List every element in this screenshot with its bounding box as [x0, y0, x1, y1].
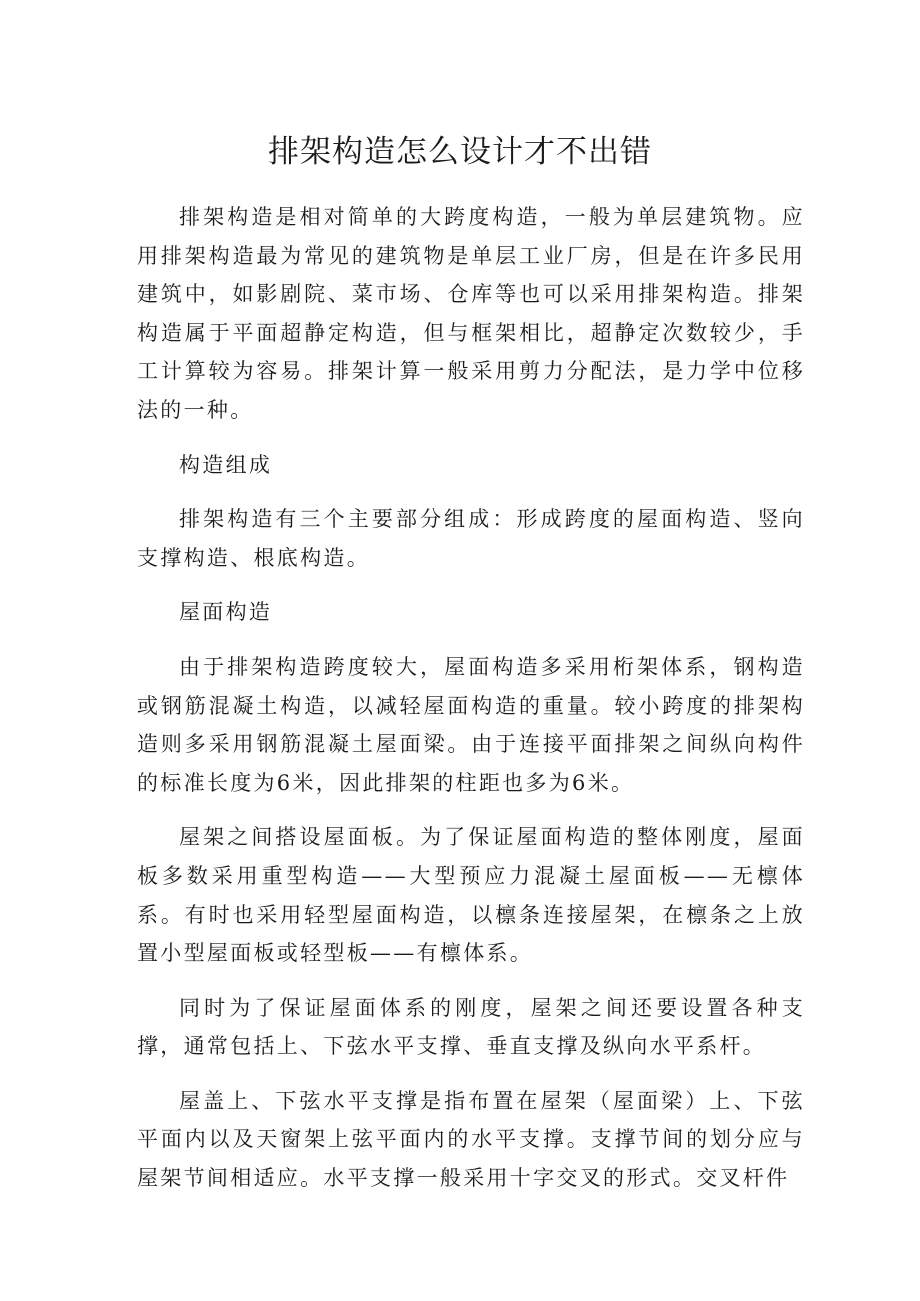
paragraph-horizontal-bracing: 屋盖上、下弦水平支撑是指布置在屋架（屋面梁）上、下弦平面内以及天窗架上弦平面内的水平支撑。支撑节间的划分应与屋架节间相适应。水平支撑一般采用十字交叉的形式。交叉杆件 [137, 1088, 805, 1191]
section-heading-composition: 构造组成 [179, 452, 273, 477]
paragraph-roof-structure: 由于排架构造跨度较大，屋面构造多采用桁架体系，钢构造或钢筋混凝土构造，以减轻屋面构造的重量。较小跨度的排架构造则多采用钢筋混凝土屋面梁。由于连接平面排架之间纵向构件的标准长度为6米，因此排架的柱距也多为6米。 [137, 654, 805, 795]
section-heading-roof: 屋面构造 [179, 600, 273, 625]
paragraph-roof-panels: 屋架之间搭设屋面板。为了保证屋面构造的整体刚度，屋面板多数采用重型构造——大型预应力混凝土屋面板——无檩体系。有时也采用轻型屋面构造，以檩条连接屋架，在檩条之上放置小型屋面板或轻型板——有檩体系。 [137, 825, 805, 966]
paragraph-composition: 排架构造有三个主要部分组成：形成跨度的屋面构造、竖向支撑构造、根底构造。 [137, 507, 805, 570]
document-title: 排架构造怎么设计才不出错 [268, 134, 652, 170]
paragraph-roof-bracing: 同时为了保证屋面体系的刚度，屋架之间还要设置各种支撑，通常包括上、下弦水平支撑、垂直支撑及纵向水平系杆。 [137, 995, 805, 1059]
document-body [137, 198, 805, 1214]
paragraph-intro: 排架构造是相对简单的大跨度构造，一般为单层建筑物。应用排架构造最为常见的建筑物是单层工业厂房，但是在许多民用建筑中，如影剧院、菜市场、仓库等也可以采用排架构造。排架构造属于平面超静定构造，但与框架相比，超静定次数较少，手工计算较为容易。排架计算一般采用剪力分配法，是力学中位移法的一种。 [137, 205, 805, 422]
